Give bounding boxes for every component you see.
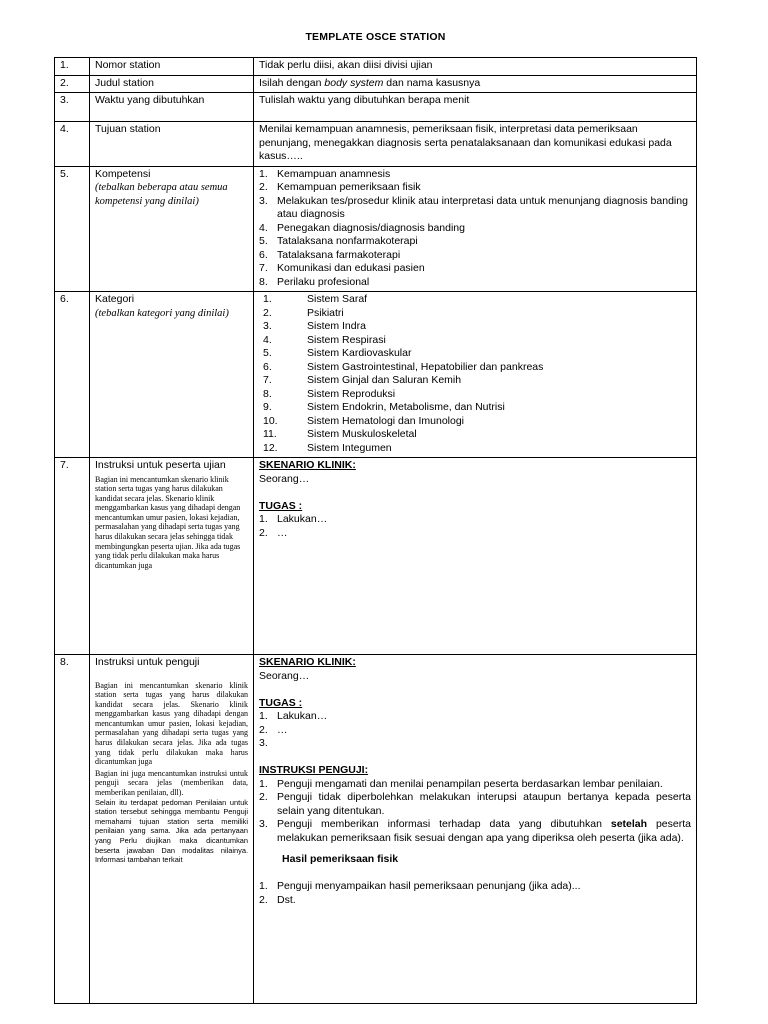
list-item: 2. Penguji tidak diperbolehkan melakukan interupsi ataupun bertanya kepada peserta selain yang ditentukan.	[259, 791, 691, 817]
category-list	[259, 293, 691, 455]
list-item: 3. Sistem Indra	[263, 320, 366, 332]
row-value	[254, 655, 697, 1004]
instruction-heading: INSTRUKSI PENGUJI:	[259, 764, 369, 776]
row-number: 8.	[55, 655, 90, 1004]
row-number: 5.	[55, 166, 90, 292]
row-value: Tidak perlu diisi, akan diisi divisi ujian	[254, 58, 697, 76]
task-list	[259, 710, 691, 751]
document-title: TEMPLATE OSCE STATION	[305, 31, 446, 43]
row-label	[90, 166, 254, 292]
list-item: 9. Sistem Endokrin, Metabolisme, dan Nutrisi	[263, 401, 505, 413]
label-title: Instruksi untuk penguji	[95, 656, 200, 668]
label-description-2: Bagian ini juga mencantumkan instruksi untuk penguji secara jelas (memberikan data, memberikan penilaian, dll).	[95, 768, 248, 798]
value-italic-text: body system	[324, 76, 384, 89]
row-value	[254, 292, 697, 458]
row-number: 3.	[55, 93, 90, 122]
list-item: 2. Psikiatri	[263, 306, 344, 319]
list-item: 3. Melakukan tes/prosedur klinik atau interpretasi data untuk menunjang diagnosis banding atau diagnosis	[259, 194, 688, 220]
list-item: 1. Lakukan…	[259, 513, 328, 525]
list-item: 7. Komunikasi dan edukasi pasien	[259, 262, 425, 274]
label-title: Kompetensi	[95, 167, 151, 180]
support-list	[259, 880, 691, 907]
table-row-judul-station	[55, 75, 697, 93]
row-number: 7.	[55, 458, 90, 655]
list-item: 4. Penegakan diagnosis/diagnosis banding	[259, 221, 465, 234]
value-text: dan nama kasusnya	[383, 76, 481, 89]
table-row-instruksi-peserta	[55, 458, 697, 655]
list-item: 11. Sistem Muskuloskeletal	[263, 428, 417, 440]
label-note: (tebalkan beberapa atau semua kompetensi yang dinilai)	[95, 182, 228, 207]
row-value: Menilai kemampuan anamnesis, pemeriksaan fisik, interpretasi data pemeriksaan penunjang, menegakkan diagnosis serta penatalaksanaan dan komunikasi edukasi pada kasus…..	[254, 122, 697, 167]
list-item: 6. Sistem Gastrointestinal, Hepatobilier dan pankreas	[263, 360, 544, 373]
row-number: 2.	[55, 75, 90, 93]
label-description: Bagian ini mencantumkan skenario klinik station serta tugas yang harus dilakukan kandidat secara jelas. Skenario klinik menggambarkan kasus yang dihadapi dengan mencantumkan umur pasien, lokasi kejadian, permasalahan yang dihadapi serta tugas yang harus dilakukan secara jelas. Jika ada tugas yang tidak perlu dilakukan maka harus dicantumkan juga	[95, 680, 248, 767]
label-description: Bagian ini mencantumkan skenario klinik station serta tugas yang harus dilakukan kandidat secara jelas. Skenario klinik menggambarkan kasus yang dihadapi dengan mencantumkan umur pasien, lokasi kejadian, permasalahan yang dihadapi serta tugas yang harus dilakukan secara jelas sehingga tidak membingungkan peserta ujian. Jika ada tugas yang tidak perlu dilakukan maka harus dicantumkan juga	[95, 474, 241, 570]
row-number: 4.	[55, 122, 90, 167]
list-item: 1. Sistem Saraf	[263, 293, 368, 305]
scenario-text: Seorang…	[259, 669, 310, 682]
row-value	[254, 458, 697, 655]
task-heading: TUGAS :	[259, 499, 303, 512]
table-row-waktu	[55, 93, 697, 122]
osce-template-table	[54, 57, 697, 1004]
scenario-heading: SKENARIO KLINIK:	[259, 656, 356, 668]
list-item: 12. Sistem Integumen	[263, 441, 392, 454]
list-item: 1. Kemampuan anamnesis	[259, 167, 391, 180]
list-item: 6. Tatalaksana farmakoterapi	[259, 248, 401, 261]
row-label	[90, 458, 254, 655]
row-number: 1.	[55, 58, 90, 76]
scenario-text: Seorang…	[259, 472, 310, 485]
row-value: Tulislah waktu yang dibutuhkan berapa menit	[254, 93, 697, 122]
label-description-3: Selain itu terdapat pedoman Penilaian untuk station tersebut sehingga membantu Penguji memahami tujuan station serta memiliki penilaian yang sama. Jika ada pertanyaan yang Perlu diujikan maka dicantumkan beserta jawaban Dan modalitas nilainya. Informasi tambahan terkait	[95, 797, 248, 865]
list-item: 10. Sistem Hematologi dan Imunologi	[263, 414, 464, 427]
task-list	[259, 513, 691, 540]
table-row-kompetensi	[55, 166, 697, 292]
list-item: 2. …	[259, 723, 288, 736]
competency-list	[259, 168, 691, 290]
value-text: Isilah dengan	[259, 76, 325, 89]
row-label	[90, 655, 254, 1004]
row-value	[254, 166, 697, 292]
list-item: 1. Penguji menyampaikan hasil pemeriksaan penunjang (jika ada)...	[259, 880, 581, 892]
list-item: 8. Sistem Reproduksi	[263, 387, 396, 400]
label-title: Instruksi untuk peserta ujian	[95, 459, 226, 471]
list-item: 1. Lakukan…	[259, 710, 328, 722]
list-item: 5. Tatalaksana nonfarmakoterapi	[259, 235, 418, 247]
scenario-heading: SKENARIO KLINIK:	[259, 459, 356, 471]
table-row-tujuan	[55, 122, 697, 167]
list-item: 2. Dst.	[259, 893, 296, 906]
task-heading: TUGAS :	[259, 696, 303, 709]
row-label: Waktu yang dibutuhkan	[90, 93, 254, 122]
list-item: 4. Sistem Respirasi	[263, 333, 386, 346]
table-row-kategori	[55, 292, 697, 458]
row-number: 6.	[55, 292, 90, 458]
list-item: 3. Penguji memberikan informasi terhadap data yang dibutuhkan setelah peserta melakukan pemeriksaan fisik sesuai dengan apa yang diperiksa oleh peserta (jika ada).	[259, 818, 691, 844]
list-item: 7. Sistem Ginjal dan Saluran Kemih	[263, 374, 462, 386]
label-note: (tebalkan kategori yang dinilai)	[95, 307, 229, 319]
instruction-list	[259, 778, 691, 846]
list-item: 5. Sistem Kardiovaskular	[263, 347, 412, 359]
list-item: 8. Perilaku profesional	[259, 275, 370, 288]
table-row-instruksi-penguji	[55, 655, 697, 1004]
label-title: Kategori	[95, 293, 135, 305]
list-item: 3.	[259, 737, 268, 749]
row-label: Tujuan station	[90, 122, 254, 167]
list-item: 2. Kemampuan pemeriksaan fisik	[259, 181, 421, 193]
list-item: 1. Penguji mengamati dan menilai penampilan peserta berdasarkan lembar penilaian.	[259, 777, 663, 790]
row-label: Judul station	[90, 75, 254, 93]
exam-heading: Hasil pemeriksaan fisik	[282, 853, 399, 865]
row-label	[90, 292, 254, 458]
row-label: Nomor station	[90, 58, 254, 76]
table-row-nomor-station	[55, 58, 697, 76]
list-item: 2. …	[259, 526, 288, 539]
row-value	[254, 75, 697, 93]
